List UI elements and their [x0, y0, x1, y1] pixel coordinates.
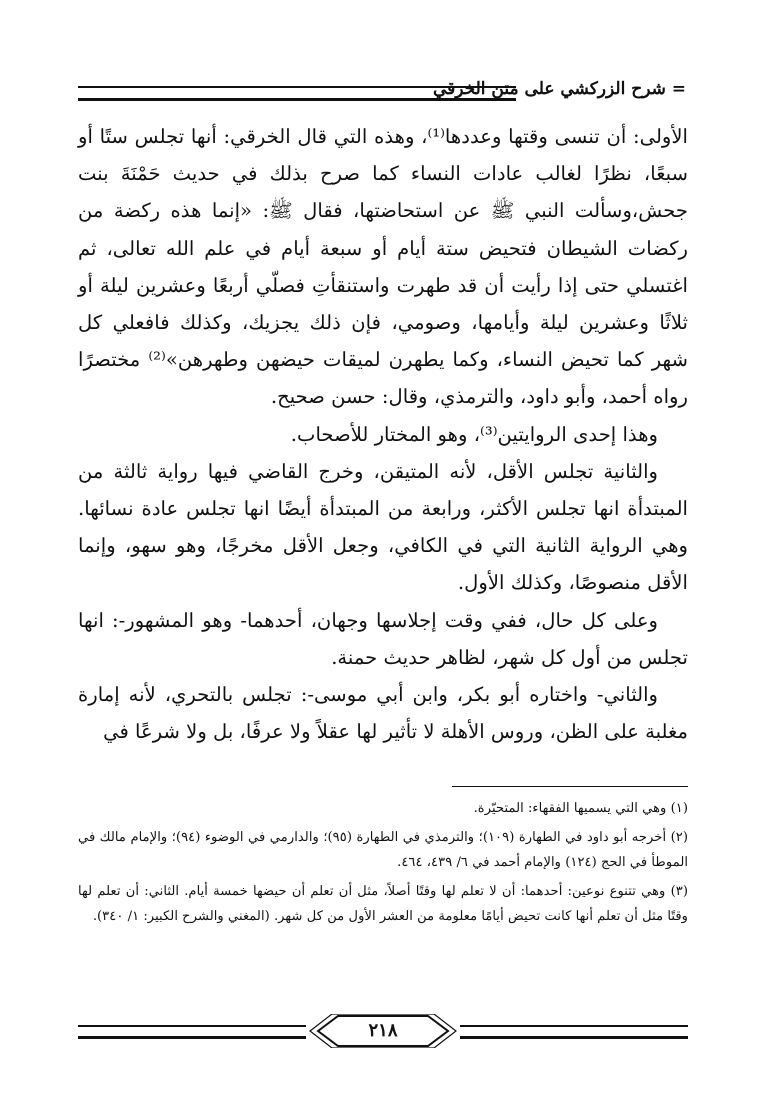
paragraph: والثاني- واختاره أبو بكر، وابن أبي موسى-: تجلس بالتحري، لأنه إمارة مغلبة على الظن، وروس الأهلة لا تأثير لها عقلاً ولا عرفًا، بل ولا شرعًا في [78, 683, 688, 744]
main-text [78, 118, 688, 750]
footnotes [78, 796, 688, 933]
header-rule [78, 86, 516, 101]
footer-rule-left [78, 1025, 306, 1039]
footnote: (٢) أخرجه أبو داود في الطهارة (١٠٩)؛ والترمذي في الطهارة (٩٥)؛ والدارمي في الوضوء (٩٤)؛ والإمام مالك في الموطأ في الحج (١٢٤) والإمام أحمد في ٦/ ٤٣٩، ٤٦٤. [78, 830, 688, 870]
paragraph: وعلى كل حال، ففي وقت إجلاسها وجهان، أحدهما- وهو المشهور-: انها تجلس من أول كل شهر، لظاهر حديث حمنة. [78, 608, 688, 669]
footer-rule-right [460, 1025, 688, 1039]
paragraph: وهذا إحدى الروايتين⁽³⁾، وهو المختار للأصحاب. [290, 422, 658, 446]
footnote: (١) وهي التي يسميها الفقهاء: المتحيّرة. [473, 801, 688, 816]
page-number-frame [304, 1014, 462, 1048]
page-footer [78, 1014, 688, 1048]
header-dash: = [671, 79, 686, 99]
running-header [78, 78, 686, 104]
footnote: (٣) وهي تتنوع نوعين: أحدهما: أن لا تعلم لها وقتًا أصلاً، مثل أن تعلم أن حيضها خمسة أيام. الثاني: أن تعلم لها وقتًا مثل أن تعلم أنها كانت تحيض أيامًا معلومة من العشر الأول من كل شهر. (المغني والشرح الكبير: ١/ ٣٤٠). [78, 884, 688, 924]
header-title-text: شرح الزركشي على متن الخرقي [432, 79, 666, 99]
paragraph: والثانية تجلس الأقل، لأنه المتيقن، وخرج القاضي فيها رواية ثالثة من المبتدأة انها تجلس الأكثر، ورابعة من المبتدأة أيضًا انها تجلس عادة نسائها. وهي الرواية الثانية التي في الكافي، وجعل الأقل مخرجًا، وهو سهو، وإنما الأقل منصوصًا، وكذلك الأول. [78, 459, 688, 595]
paragraph: الأولى: أن تنسى وقتها وعددها⁽¹⁾، وهذه التي قال الخرقي: أنها تجلس ستًا أو سبعًا، نظرًا لغالب عادات النساء كما صرح بذلك في حديث حَمْنَةَ بنت جحش،وسألت النبي ﷺ عن استحاضتها، فقال ﷺ: «إنما هذه ركضة من ركضات الشيطان فتحيض ستة أيام أو سبعة أيام في علم الله تعالى، ثم اغتسلي حتى إذا رأيت أن قد طهرت واستنقأتِ فصلّي أربعًا وعشرين ليلة أو ثلاثًا وعشرين ليلة وأيامها، وصومي، فإن ذلك يجزيك، وكذلك فافعلي كل شهر كما تحيض النساء، وكما يطهرن لميقات حيضهن وطهرهن»⁽²⁾ مختصرًا رواه أحمد، وأبو داود، والترمذي، وقال: حسن صحيح. [78, 125, 688, 409]
footnote-divider [452, 786, 688, 787]
page-number: ٢١٨ [368, 1020, 398, 1041]
